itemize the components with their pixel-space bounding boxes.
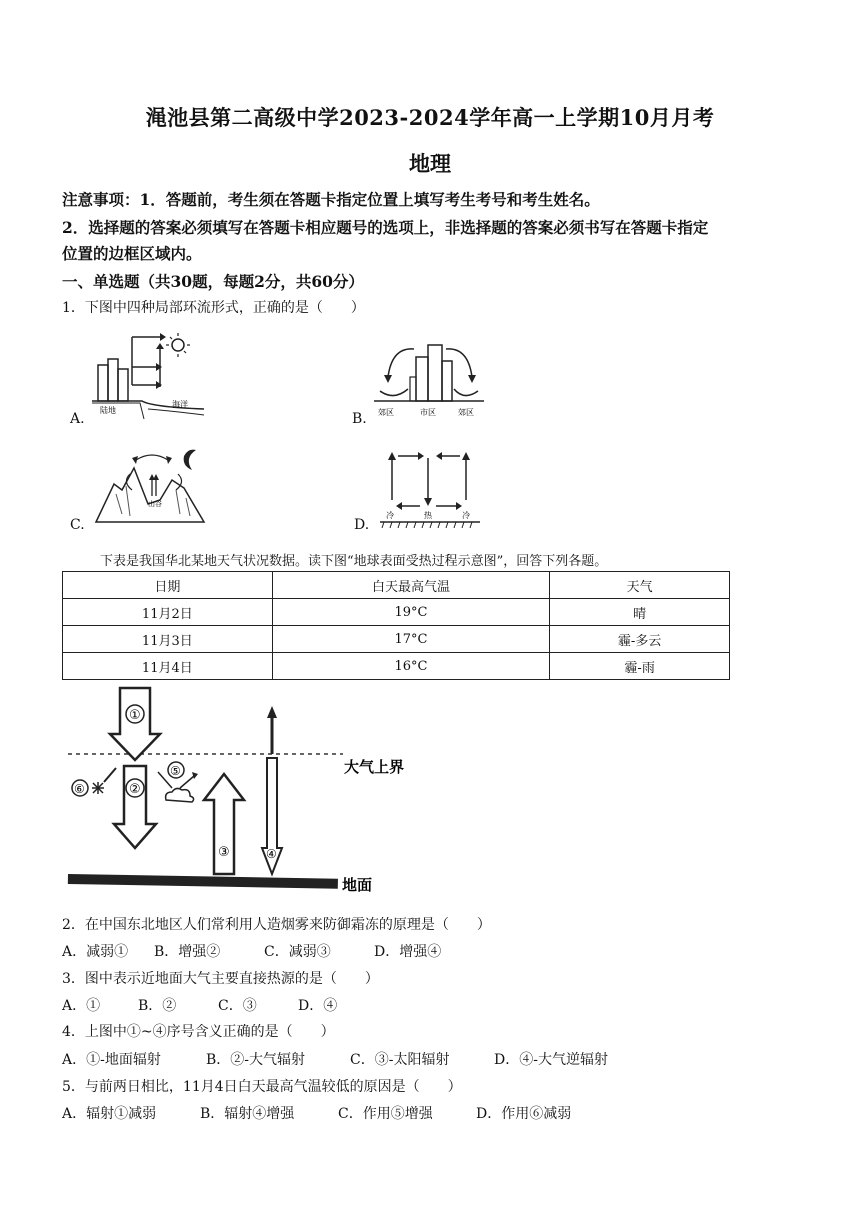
paper-title: 渑池县第二高级中学2023-2024学年高一上学期10月月考 xyxy=(145,105,715,130)
q1-figure-c xyxy=(92,444,210,526)
q2-option-d[interactable]: D．增强④ xyxy=(374,944,442,960)
moon-icon xyxy=(184,450,196,470)
figb-center-label: 市区 xyxy=(420,408,436,417)
q5-option-b[interactable]: B．辐射④增强 xyxy=(200,1106,295,1122)
cloud-icon xyxy=(166,788,194,802)
heat-process-figure xyxy=(68,684,418,906)
q2-options xyxy=(62,941,441,961)
q5-option-a[interactable]: A．辐射①减弱 xyxy=(62,1106,157,1122)
svg-text:③: ③ xyxy=(218,845,230,860)
q1-stem: 1．下图中四种局部环流形式，正确的是（ ） xyxy=(62,300,365,316)
q4-option-c[interactable]: C．③-太阳辐射 xyxy=(350,1052,450,1068)
table-header-cell: 天气 xyxy=(550,572,730,599)
table-cell: 晴 xyxy=(550,599,730,626)
table-row xyxy=(63,653,730,680)
table-cell: 16°C xyxy=(272,653,550,680)
q4-stem: 4．上图中①~④序号含义正确的是（ ） xyxy=(62,1024,335,1040)
q2-option-b[interactable]: B．增强② xyxy=(154,944,221,960)
q1-figure-a xyxy=(92,327,204,419)
notes-line-1: 注意事项：1．答题前，考生须在答题卡指定位置上填写考生考号和考生姓名。 xyxy=(62,190,600,209)
section-heading: 一、单选题（共30题，每题2分，共60分） xyxy=(62,272,364,291)
figd-right-label: 冷 xyxy=(462,511,470,520)
q4-option-a[interactable]: A．①-地面辐射 xyxy=(62,1052,161,1068)
notes-line-2: 2．选择题的答案必须填写在答题卡相应题号的选项上，非选择题的答案必须书写在答题卡指定 xyxy=(62,218,709,237)
sun-icon xyxy=(172,339,184,351)
q1-option-a-label: A. xyxy=(70,411,85,427)
figd-left-label: 冷 xyxy=(386,511,394,520)
q5-option-d[interactable]: D．作用⑥减弱 xyxy=(476,1106,572,1122)
table-cell: 霾-多云 xyxy=(550,626,730,653)
scatter-icon xyxy=(92,782,104,794)
svg-text:⑥: ⑥ xyxy=(74,782,85,796)
q4-option-d[interactable]: D．④-大气逆辐射 xyxy=(494,1052,608,1068)
q5-options xyxy=(62,1103,571,1123)
svg-text:②: ② xyxy=(129,782,141,797)
figb-right-label: 郊区 xyxy=(458,408,474,417)
q5-stem: 5．与前两日相比，11月4日白天最高气温较低的原因是（ ） xyxy=(62,1079,462,1095)
q2-stem: 2．在中国东北地区人们常利用人造烟雾来防御霜冻的原理是（ ） xyxy=(62,917,491,933)
svg-text:①: ① xyxy=(129,708,141,723)
q3-option-d[interactable]: D．④ xyxy=(298,998,338,1014)
ground-label: 地面 xyxy=(342,876,373,894)
table-row xyxy=(63,599,730,626)
q3-option-a[interactable]: A．① xyxy=(62,998,101,1014)
figa-sea-label: 海洋 xyxy=(172,400,188,409)
notes-line-3: 位置的边框区域内。 xyxy=(62,244,202,263)
q1-option-d-label: D. xyxy=(354,517,370,533)
q4-option-b[interactable]: B．②-大气辐射 xyxy=(206,1052,306,1068)
svg-text:④: ④ xyxy=(266,847,277,861)
q1-option-b-label: B. xyxy=(352,411,367,427)
table-intro: 下表是我国华北某地天气状况数据。读下图“地球表面受热过程示意图”，回答下列各题。 xyxy=(100,554,608,569)
q3-stem: 3．图中表示近地面大气主要直接热源的是（ ） xyxy=(62,971,379,987)
figb-left-label: 郊区 xyxy=(378,408,394,417)
table-cell: 11月2日 xyxy=(63,599,273,626)
svg-text:⑤: ⑤ xyxy=(170,764,181,778)
table-cell: 17°C xyxy=(272,626,550,653)
figc-valley-label: 山谷 xyxy=(148,500,162,508)
q1-option-c-label: C. xyxy=(70,517,85,533)
figa-land-label: 陆地 xyxy=(100,406,116,415)
q1-figure-d xyxy=(380,448,480,530)
table-cell: 19°C xyxy=(272,599,550,626)
q3-option-b[interactable]: B．② xyxy=(138,998,177,1014)
table-cell: 11月4日 xyxy=(63,653,273,680)
table-cell: 11月3日 xyxy=(63,626,273,653)
q3-options xyxy=(62,995,337,1015)
table-header-row xyxy=(63,572,730,599)
table-header-cell: 日期 xyxy=(63,572,273,599)
q2-option-c[interactable]: C．减弱③ xyxy=(264,944,331,960)
subject-title: 地理 xyxy=(409,151,451,176)
q3-option-c[interactable]: C．③ xyxy=(218,998,257,1014)
q1-figure-b xyxy=(374,327,484,419)
table-row xyxy=(63,626,730,653)
arrow-1 xyxy=(110,688,160,760)
q5-option-c[interactable]: C．作用⑤增强 xyxy=(338,1106,433,1122)
q2-option-a[interactable]: A．减弱① xyxy=(62,944,129,960)
table-header-cell: 白天最高气温 xyxy=(272,572,550,599)
table-cell: 霾-雨 xyxy=(550,653,730,680)
ground-bar xyxy=(68,874,338,889)
q4-options xyxy=(62,1049,608,1069)
weather-table xyxy=(62,571,730,680)
figd-center-label: 热 xyxy=(424,511,432,520)
atmosphere-top-label: 大气上界 xyxy=(344,758,405,776)
